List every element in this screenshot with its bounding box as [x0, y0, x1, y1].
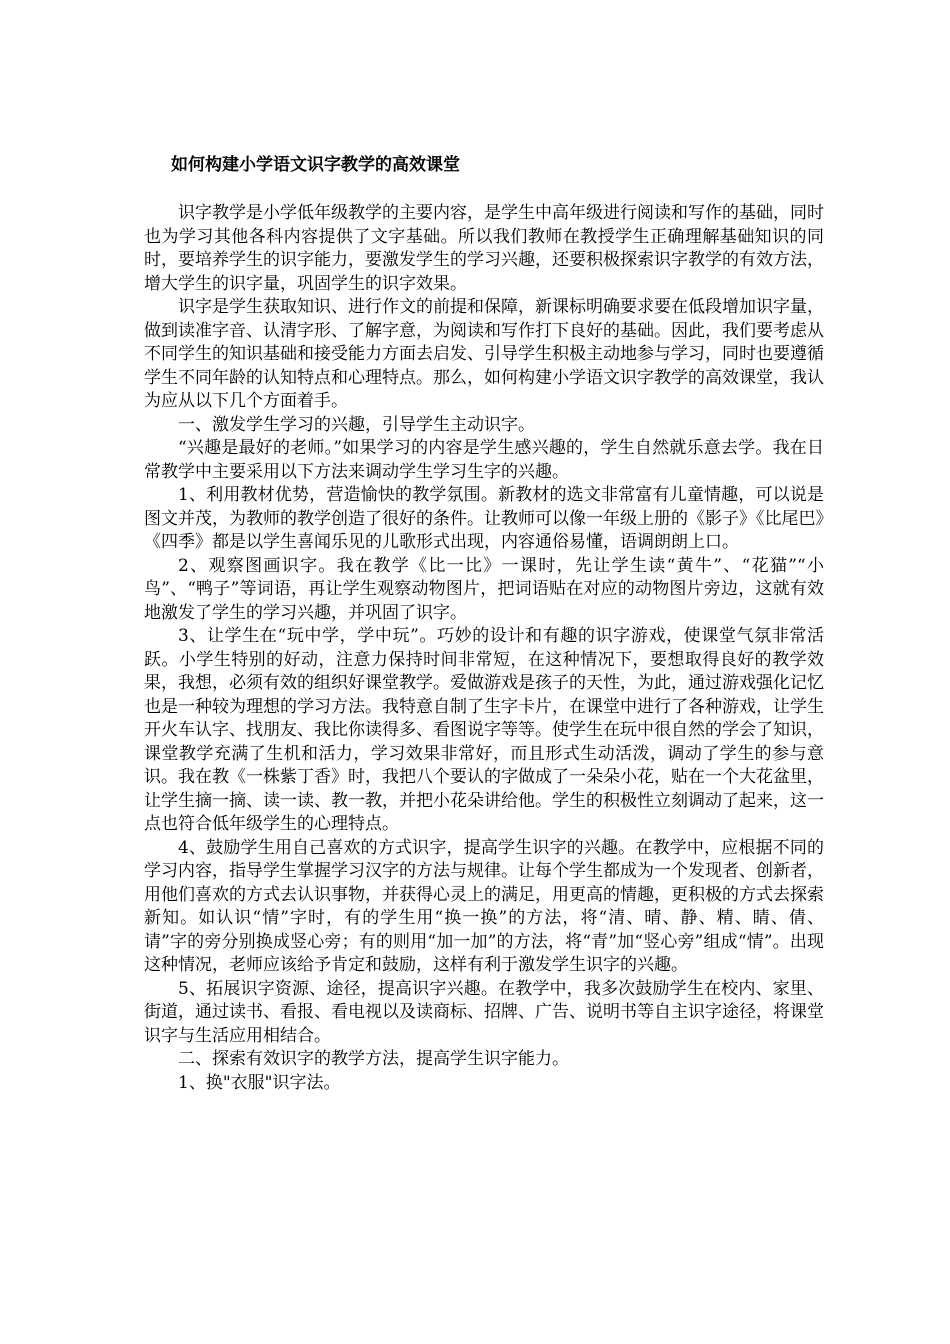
document-title: 如何构建小学语文识字教学的高效课堂 — [171, 155, 460, 175]
paragraph: 4、鼓励学生用自己喜欢的方式识字，提高学生识字的兴趣。在教学中，应根据不同的学习内容，指导学生掌握学习汉字的方法与规律。让每个学生都成为一个发现者、创新者，用他们喜欢的方式去认识事物，并获得心灵上的满足，用更高的情趣，更积极的方式去探索新知。如认识“情”字时，有的学生用“换一换”的方法，将“清、晴、静、精、睛、倩、请”字的旁分别换成竖心旁；有的则用“加一加”的方法，将“青”加“竖心旁”组成“情”。出现这种情况，老师应该给予肯定和鼓励，这样有利于激发学生识字的兴趣。 — [144, 837, 824, 975]
paragraph: “兴趣是最好的老师。”如果学习的内容是学生感兴趣的，学生自然就乐意去学。我在日常教学中主要采用以下方法来调动学生学习生字的兴趣。 — [144, 438, 824, 482]
document-body — [144, 202, 824, 1095]
paragraph: 1、换"衣服"识字法。 — [178, 1072, 341, 1093]
paragraph: 1、利用教材优势，营造愉快的教学氛围。新教材的选文非常富有儿童情趣，可以说是图文并茂，为教师的教学创造了很好的条件。让教师可以像一年级上册的《影子》《比尾巴》《四季》都是以学生喜闻乐见的儿歌形式出现，内容通俗易懂，语调朗朗上口。 — [144, 485, 824, 552]
paragraph: 识字教学是小学低年级教学的主要内容，是学生中高年级进行阅读和写作的基础，同时也为学习其他各科内容提供了文字基础。所以我们教师在教授学生正确理解基础知识的同时，要培养学生的识字能力，要激发学生的学习兴趣，还要积极探索识字教学的有效方法，增大学生的识字量，巩固学生的识字效果。 — [144, 203, 824, 294]
paragraph: 3、让学生在“玩中学，学中玩”。巧妙的设计和有趣的识字游戏，使课堂气氛非常活跃。小学生特别的好动，注意力保持时间非常短，在这种情况下，要想取得良好的教学效果，我想，必须有效的组织好课堂教学。爱做游戏是孩子的天性，为此，通过游戏强化记忆也是一种较为理想的学习方法。我特意自制了生字卡片，在课堂中进行了各种游戏，让学生开火车认字、找朋友、我比你读得多、看图说字等等。使学生在玩中很自然的学会了知识，课堂教学充满了生机和活力，学习效果非常好，而且形式生动活泼，调动了学生的参与意识。我在教《一株紫丁香》时，我把八个要认的字做成了一朵朵小花，贴在一个大花盆里，让学生摘一摘、读一读、教一教，并把小花朵讲给他。学生的积极性立刻调动了起来，这一点也符合低年级学生的心理特点。 — [144, 626, 824, 834]
paragraph: 2、观察图画识字。我在教学《比一比》一课时，先让学生读“黄牛”、“花猫”“小鸟”、“鸭子”等词语，再让学生观察动物图片，把词语贴在对应的动物图片旁边，这就有效地激发了学生的学习兴趣，并巩固了识字。 — [144, 555, 824, 623]
paragraph: 5、拓展识字资源、途径，提高识字兴趣。在教学中，我多次鼓励学生在校内、家里、街道，通过读书、看报、看电视以及读商标、招牌、广告、说明书等自主识字途径，将课堂识字与生活应用相结合。 — [144, 978, 824, 1046]
section-heading: 二、探索有效识字的教学方法，提高学生识字能力。 — [178, 1049, 569, 1069]
paragraph: 识字是学生获取知识、进行作文的前提和保障，新课标明确要求要在低段增加识字量，做到读准字音、认清字形、了解字意，为阅读和写作打下良好的基础。因此，我们要考虑从不同学生的知识基础和接受能力方面去启发、引导学生积极主动地参与学习，同时也要遵循学生不同年龄的认知特点和心理特点。那么，如何构建小学语文识字教学的高效课堂，我认为应从以下几个方面着手。 — [144, 297, 824, 411]
section-heading: 一、激发学生学习的兴趣，引导学生主动识字。 — [178, 414, 535, 435]
